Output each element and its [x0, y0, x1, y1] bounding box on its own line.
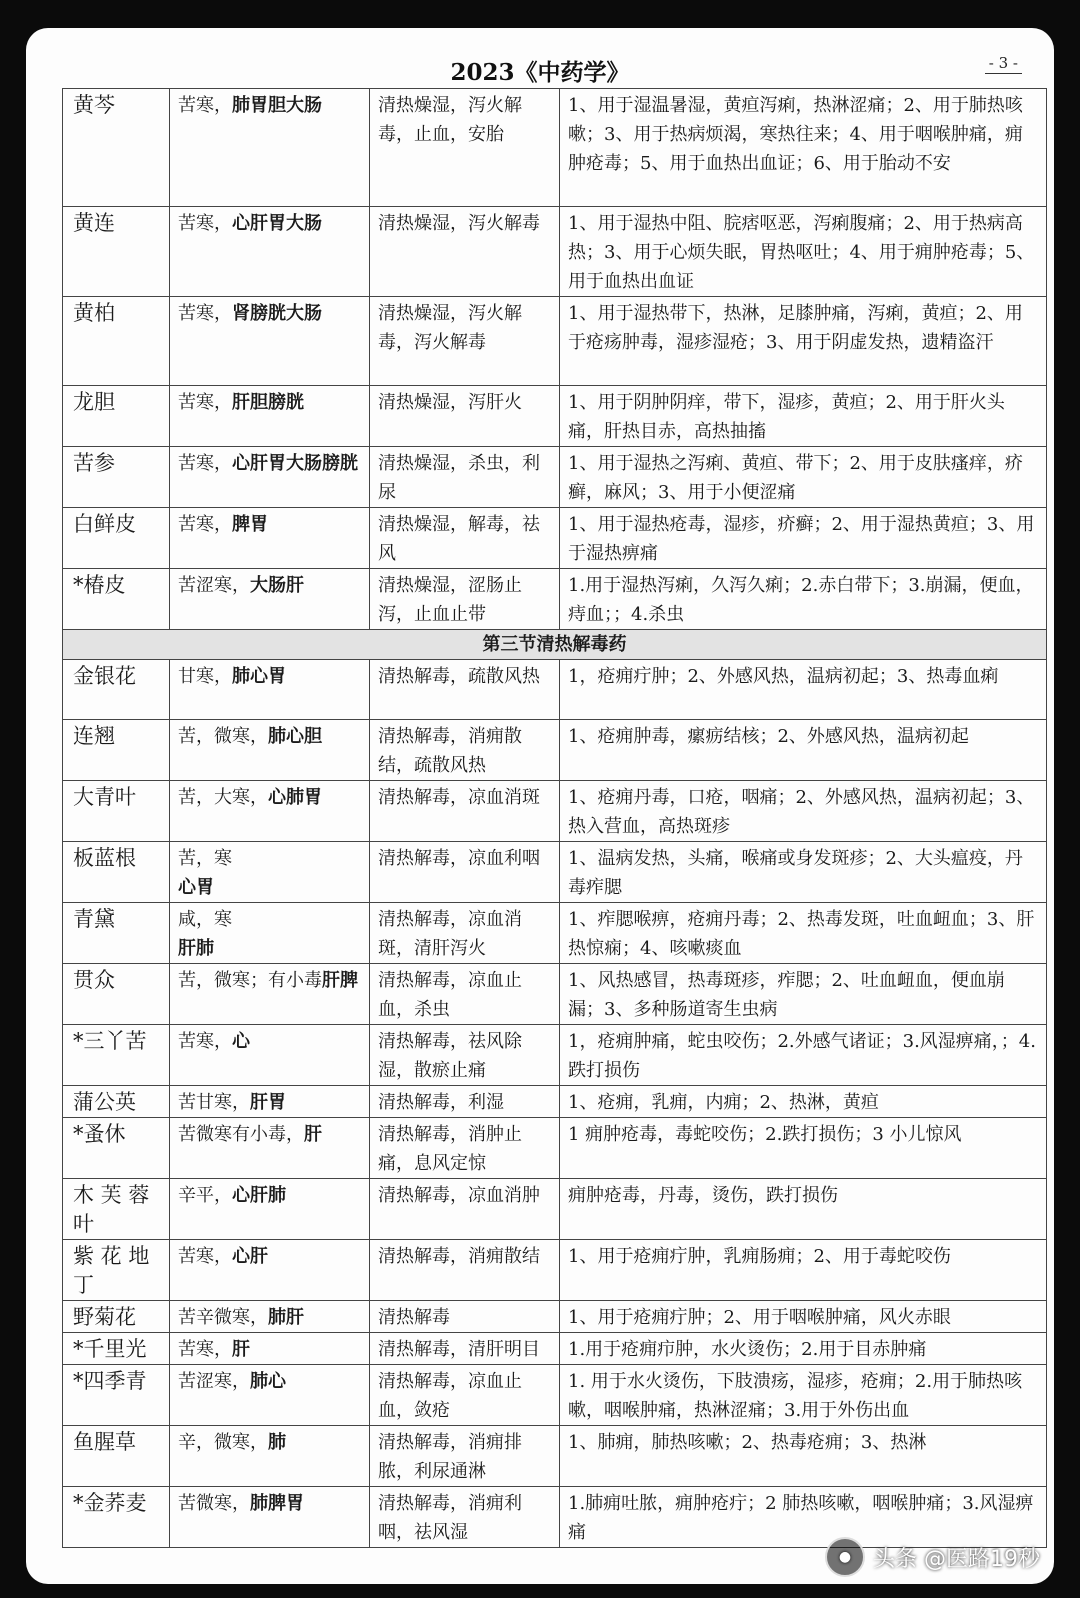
meridian-channel: 心肝胃大肠 [232, 213, 322, 234]
indication-cell: 1、用于疮痈疔肿，乳痈肠痈；2、用于毒蛇咬伤 [560, 1240, 1047, 1301]
meridian-channel: 心 [232, 1031, 250, 1052]
property-cell [170, 720, 370, 781]
table-row [63, 508, 1047, 569]
indication-cell: 1、用于阴肿阴痒，带下，湿疹，黄疸；2、用于肝火头痛，肝热目赤，高热抽搐 [560, 386, 1047, 447]
indication-cell: 1、疮痈，乳痈，内痈；2、热淋，黄疸 [560, 1086, 1047, 1118]
herb-name: 木 芙 蓉 叶 [63, 1179, 170, 1240]
property-cell [170, 447, 370, 508]
property-cell [170, 1301, 370, 1333]
table-body-clearheat-toxin [63, 660, 1047, 1548]
effect-cell: 清热解毒，消痈利咽，祛风湿 [370, 1487, 560, 1548]
indication-cell: 1、痄腮喉痹，疮痈丹毒；2、热毒发斑，吐血衄血；3、肝热惊痫；4、咳嗽痰血 [560, 903, 1047, 964]
property-cell [170, 1333, 370, 1365]
indication-cell: 1，疮痈肿痛，蛇虫咬伤；2.外感气诸证；3.风湿痹痛，；4.跌打损伤 [560, 1025, 1047, 1086]
nature-taste: 苦寒， [178, 392, 232, 413]
watermark [825, 1532, 1040, 1582]
meridian-channel: 肺心胆 [268, 726, 322, 747]
meridian-channel: 肝胆膀胱 [232, 392, 304, 413]
effect-cell: 清热燥湿，涩肠止泻，止血止带 [370, 569, 560, 630]
herb-name: *四季青 [63, 1365, 170, 1426]
property-cell [170, 89, 370, 207]
table-section [63, 630, 1047, 660]
table-row [63, 842, 1047, 903]
nature-taste: 咸，寒 [178, 909, 232, 930]
nature-taste: 苦涩寒， [178, 575, 250, 596]
indication-cell: 痈肿疮毒，丹毒，烫伤，跌打损伤 [560, 1179, 1047, 1240]
herb-name: *椿皮 [63, 569, 170, 630]
herb-name: *金荞麦 [63, 1487, 170, 1548]
table-row [63, 903, 1047, 964]
indication-cell: 1、用于湿温暑湿，黄疸泻痢，热淋涩痛；2、用于肺热咳嗽；3、用于热病烦渴，寒热往来；4、用于咽喉肿痛，痈肿疮毒；5、用于血热出血证；6、用于胎动不安 [560, 89, 1047, 207]
meridian-channel: 心胃 [178, 877, 214, 898]
meridian-channel: 肺脾胃 [250, 1493, 304, 1514]
watermark-text: 头条 @医路19秒 [873, 1546, 1040, 1572]
meridian-channel: 肝 [304, 1124, 322, 1145]
meridian-channel: 大肠肝 [250, 575, 304, 596]
effect-cell: 清热解毒，凉血消肿 [370, 1179, 560, 1240]
indication-cell: 1、用于湿热中阻、脘痞呕恶，泻痢腹痛；2、用于热病高热；3、用于心烦失眠，胃热呕吐；4、用于痈肿疮毒；5、用于血热出血证 [560, 207, 1047, 297]
herb-name: 板蓝根 [63, 842, 170, 903]
section-heading-row [63, 630, 1047, 660]
meridian-channel: 心肝胃大肠膀胱 [232, 453, 358, 474]
nature-taste: 苦，大寒， [178, 787, 268, 808]
table-row [63, 781, 1047, 842]
effect-cell: 清热燥湿，泻火解毒 [370, 207, 560, 297]
table-row [63, 569, 1047, 630]
effect-cell: 清热解毒，祛风除湿，散瘀止痛 [370, 1025, 560, 1086]
nature-taste: 苦寒， [178, 453, 232, 474]
nature-taste: 苦，微寒；有小毒 [178, 970, 322, 991]
table-row [63, 447, 1047, 508]
nature-taste: 辛，微寒， [178, 1432, 268, 1453]
property-cell [170, 903, 370, 964]
page-title: 2023《中药学》 [450, 59, 630, 86]
effect-cell: 清热解毒，消痈散结 [370, 1240, 560, 1301]
person-avatar-icon: ● [825, 1537, 865, 1577]
indication-cell: 1、用于湿热之泻痢、黄疸、带下；2、用于皮肤瘙痒，疥癣，麻风；3、用于小便涩痛 [560, 447, 1047, 508]
effect-cell: 清热解毒，凉血止血，杀虫 [370, 964, 560, 1025]
herb-name: 白鲜皮 [63, 508, 170, 569]
effect-cell: 清热解毒 [370, 1301, 560, 1333]
herb-name: 鱼腥草 [63, 1426, 170, 1487]
meridian-channel: 肺心 [250, 1371, 286, 1392]
indication-cell: 1 痈肿疮毒，毒蛇咬伤；2.跌打损伤；3 小儿惊风 [560, 1118, 1047, 1179]
herb-name: 苦参 [63, 447, 170, 508]
table-row [63, 964, 1047, 1025]
effect-cell: 清热燥湿，解毒，祛风 [370, 508, 560, 569]
property-cell [170, 1086, 370, 1118]
indication-cell: 1、温病发热，头痛，喉痛或身发斑疹；2、大头瘟疫，丹毒痄腮 [560, 842, 1047, 903]
indication-cell: 1. 用于水火烫伤，下肢溃疡，湿疹，疮痈；2.用于肺热咳嗽，咽喉肿痛，热淋涩痛；3.用于外伤出血 [560, 1365, 1047, 1426]
table-body-clearheat-dampness [63, 89, 1047, 630]
meridian-channel: 肺 [268, 1432, 286, 1453]
indication-cell: 1、用于疮痈疔肿；2、用于咽喉肿痛，风火赤眼 [560, 1301, 1047, 1333]
meridian-channel: 脾胃 [232, 514, 268, 535]
page-number: - 3 - [985, 54, 1022, 74]
table-row [63, 1365, 1047, 1426]
nature-taste: 苦寒， [178, 213, 232, 234]
nature-taste: 甘寒， [178, 666, 232, 687]
table-row [63, 1333, 1047, 1365]
herb-name: 黄柏 [63, 297, 170, 386]
meridian-channel: 肝脾 [322, 970, 358, 991]
meridian-channel: 心肺胃 [268, 787, 322, 808]
nature-taste: 苦甘寒， [178, 1092, 250, 1113]
indication-cell: 1，疮痈疔肿；2、外感风热，温病初起；3、热毒血痢 [560, 660, 1047, 720]
table-row [63, 207, 1047, 297]
herb-name: 金银花 [63, 660, 170, 720]
nature-taste: 苦微寒有小毒， [178, 1124, 304, 1145]
nature-taste: 苦寒， [178, 1031, 232, 1052]
effect-cell: 清热解毒，凉血消斑 [370, 781, 560, 842]
property-cell [170, 964, 370, 1025]
property-cell [170, 386, 370, 447]
property-cell [170, 781, 370, 842]
meridian-channel: 肺肝 [268, 1307, 304, 1328]
nature-taste: 苦寒， [178, 95, 232, 116]
effect-cell: 清热解毒，凉血利咽 [370, 842, 560, 903]
indication-cell: 1、风热感冒，热毒斑疹，痄腮；2、吐血衄血，便血崩漏；3、多种肠道寄生虫病 [560, 964, 1047, 1025]
nature-taste: 苦，微寒， [178, 726, 268, 747]
table-row [63, 660, 1047, 720]
effect-cell: 清热解毒，消肿止痛，息风定惊 [370, 1118, 560, 1179]
effect-cell: 清热解毒，疏散风热 [370, 660, 560, 720]
meridian-channel: 肝胃 [250, 1092, 286, 1113]
indication-cell: 1、用于湿热带下，热淋，足膝肿痛，泻痢，黄疸；2、用于疮疡肿毒，湿疹湿疮；3、用于阴虚发热，遗精盗汗 [560, 297, 1047, 386]
herb-name: *三丫苦 [63, 1025, 170, 1086]
indication-cell: 1、肺痈，肺热咳嗽；2、热毒疮痈；3、热淋 [560, 1426, 1047, 1487]
indication-cell: 1、疮痈丹毒，口疮，咽痛；2、外感风热，温病初起；3、热入营血，高热斑疹 [560, 781, 1047, 842]
table-row [63, 1301, 1047, 1333]
table-row [63, 386, 1047, 447]
herb-name: *蚤休 [63, 1118, 170, 1179]
property-cell [170, 1179, 370, 1240]
property-cell [170, 1487, 370, 1548]
nature-taste: 苦寒， [178, 514, 232, 535]
indication-cell: 1.肺痈吐脓，痈肿疮疔；2 肺热咳嗽，咽喉肿痛；3.风湿痹痛 [560, 1487, 1047, 1548]
property-cell [170, 569, 370, 630]
nature-taste: 苦辛微寒， [178, 1307, 268, 1328]
meridian-channel: 心肝 [232, 1246, 268, 1267]
effect-cell: 清热解毒，凉血止血，敛疮 [370, 1365, 560, 1426]
property-cell [170, 508, 370, 569]
herb-name: 野菊花 [63, 1301, 170, 1333]
table-row [63, 1240, 1047, 1301]
nature-taste: 苦寒， [178, 1339, 232, 1360]
indication-cell: 1.用于湿热泻痢，久泻久痢；2.赤白带下；3.崩漏，便血，痔血；；4.杀虫 [560, 569, 1047, 630]
effect-cell: 清热燥湿，泻火解毒，止血，安胎 [370, 89, 560, 207]
table-row [63, 1025, 1047, 1086]
herb-name: 贯众 [63, 964, 170, 1025]
herb-name: 青黛 [63, 903, 170, 964]
table-row [63, 297, 1047, 386]
table-row [63, 1426, 1047, 1487]
effect-cell: 清热燥湿，泻火解毒，泻火解毒 [370, 297, 560, 386]
property-cell [170, 660, 370, 720]
table-row [63, 720, 1047, 781]
herb-name: 黄芩 [63, 89, 170, 207]
effect-cell: 清热解毒，凉血消斑，清肝泻火 [370, 903, 560, 964]
meridian-channel: 肝肺 [178, 938, 214, 959]
herb-name: 龙胆 [63, 386, 170, 447]
effect-cell: 清热燥湿，泻肝火 [370, 386, 560, 447]
herb-name: *千里光 [63, 1333, 170, 1365]
nature-taste: 苦微寒， [178, 1493, 250, 1514]
table-row [63, 89, 1047, 207]
meridian-channel: 心肝肺 [232, 1185, 286, 1206]
meridian-channel: 肺心胃 [232, 666, 286, 687]
effect-cell: 清热解毒，消痈排脓，利尿通淋 [370, 1426, 560, 1487]
section-heading: 第三节清热解毒药 [63, 630, 1047, 660]
table-row [63, 1179, 1047, 1240]
herb-name: 紫 花 地 丁 [63, 1240, 170, 1301]
meridian-channel: 肝 [232, 1339, 250, 1360]
page-header [26, 28, 1054, 90]
nature-taste: 苦，寒 [178, 848, 232, 869]
property-cell [170, 297, 370, 386]
nature-taste: 苦涩寒， [178, 1371, 250, 1392]
effect-cell: 清热解毒，清肝明目 [370, 1333, 560, 1365]
herb-name: 黄连 [63, 207, 170, 297]
effect-cell: 清热燥湿，杀虫，利尿 [370, 447, 560, 508]
nature-taste: 苦寒， [178, 1246, 232, 1267]
property-cell [170, 842, 370, 903]
indication-cell: 1.用于疮痈疖肿，水火烫伤；2.用于目赤肿痛 [560, 1333, 1047, 1365]
nature-taste: 辛平， [178, 1185, 232, 1206]
indication-cell: 1、疮痈肿毒，瘰疬结核；2、外感风热，温病初起 [560, 720, 1047, 781]
effect-cell: 清热解毒，消痈散结，疏散风热 [370, 720, 560, 781]
nature-taste: 苦寒， [178, 303, 232, 324]
herb-name: 连翘 [63, 720, 170, 781]
effect-cell: 清热解毒，利湿 [370, 1086, 560, 1118]
indication-cell: 1、用于湿热疮毒，湿疹，疥癣；2、用于湿热黄疸；3、用于湿热痹痛 [560, 508, 1047, 569]
property-cell [170, 1240, 370, 1301]
meridian-channel: 肺胃胆大肠 [232, 95, 322, 116]
property-cell [170, 1025, 370, 1086]
herb-name: 大青叶 [63, 781, 170, 842]
herb-name: 蒲公英 [63, 1086, 170, 1118]
property-cell [170, 1365, 370, 1426]
table-row [63, 1086, 1047, 1118]
herb-table [62, 88, 1047, 1548]
property-cell [170, 1118, 370, 1179]
document-page [26, 28, 1054, 1584]
property-cell [170, 1426, 370, 1487]
meridian-channel: 肾膀胱大肠 [232, 303, 322, 324]
table-row [63, 1118, 1047, 1179]
property-cell [170, 207, 370, 297]
